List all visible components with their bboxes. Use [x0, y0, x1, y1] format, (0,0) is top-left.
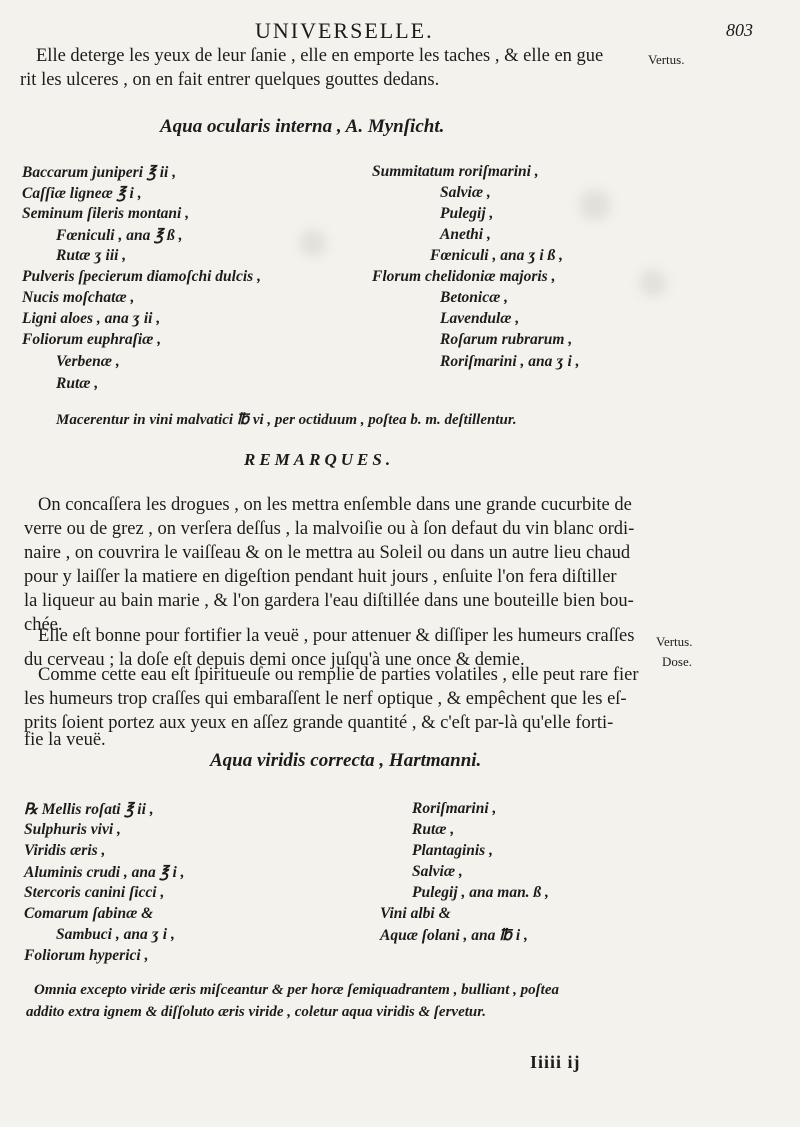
ingredient-right: Fœniculi , ana ʒ i ß ,: [430, 247, 564, 264]
ingredient-left: Rutæ ,: [56, 375, 99, 392]
ingredient-right: Rutæ ,: [412, 821, 455, 838]
ingredient-left: Caſſiæ ligneæ ℥ i ,: [22, 185, 142, 202]
ingredient-left: Comarum ſabinæ &: [24, 905, 154, 922]
ingredient-left: Foliorum euphraſiæ ,: [22, 331, 162, 348]
paragraph-line: verre ou de grez , on verſera deſſus , la malvoiſie ou à ſon defaut du vin blanc ordi-: [24, 519, 635, 539]
recipe-instruction: addito extra ignem & diſſoluto æris viride , coletur aqua viridis & ſervetur.: [26, 1004, 486, 1020]
recipe-instruction: Omnia excepto viride æris miſceantur & per horæ ſemiquadrantem , bulliant , poſtea: [34, 982, 559, 998]
ingredient-right: Pulegij , ana man. ß ,: [412, 884, 549, 901]
paragraph-line: les humeurs trop craſſes qui embaraſſent le nerf optique , & empêchent que les eſ-: [24, 689, 627, 709]
ingredient-left: Baccarum juniperi ℥ ii ,: [22, 164, 177, 181]
paragraph-line: fie la veuë.: [24, 730, 106, 750]
ingredient-right: Pulegij ,: [440, 205, 494, 222]
page-number: 803: [726, 20, 753, 40]
ingredient-right: Florum chelidoniæ majoris ,: [372, 268, 556, 285]
paragraph-line: prits ſoient portez aux yeux en aſſez grande quantité , & c'eſt par-là qu'elle forti-: [24, 713, 614, 733]
ingredient-right: Plantaginis ,: [412, 842, 493, 859]
ingredient-left: Rutæ ʒ iii ,: [56, 247, 127, 264]
ingredient-left: Fœniculi , ana ℥ ß ,: [56, 227, 183, 244]
intro-line: Elle deterge les yeux de leur ſanie , elle en emporte les taches , & elle en gue: [36, 46, 604, 66]
ingredient-left: Pulveris ſpecierum diamoſchi dulcis ,: [22, 268, 261, 285]
running-header: UNIVERSELLE.: [255, 18, 434, 43]
ingredient-right: Betonicæ ,: [440, 289, 509, 306]
paragraph-line: du cerveau ; la doſe eſt depuis demi once juſqu'à une once & demie.: [24, 650, 525, 670]
ink-smudge: [640, 270, 666, 296]
ingredient-left: Aluminis crudi , ana ℥ i ,: [24, 864, 185, 881]
ingredient-right: Roriſmarini , ana ʒ i ,: [440, 353, 580, 370]
margin-note-dose: Dose.: [662, 654, 692, 669]
paragraph-line: Elle eſt bonne pour fortifier la veuë , pour attenuer & diſſiper les humeurs craſſes: [38, 626, 635, 646]
ingredient-right: Salviæ ,: [412, 863, 463, 880]
margin-note-vertus-top: Vertus.: [648, 52, 685, 67]
paragraph-line: Comme cette eau eſt ſpiritueuſe ou remplie de parties volatiles , elle peut rare fier: [38, 665, 639, 685]
ingredient-left: Foliorum hyperici ,: [24, 947, 149, 964]
ingredient-right: Roriſmarini ,: [412, 800, 497, 817]
ingredient-right: Lavendulæ ,: [440, 310, 520, 327]
ingredient-left: Viridis æris ,: [24, 842, 106, 859]
paragraph-line: chée.: [24, 615, 63, 635]
paragraph-line: la liqueur au bain marie , & l'on gardera l'eau diſtillée dans une bouteille bien bou-: [24, 591, 634, 611]
ingredient-left: Seminum ſileris montani ,: [22, 205, 190, 222]
ingredient-right: Roſarum rubrarum ,: [440, 331, 573, 348]
ink-smudge: [300, 230, 326, 256]
ingredient-left: Ligni aloes , ana ʒ ii ,: [22, 310, 161, 327]
ingredient-left: Sambuci , ana ʒ i ,: [56, 926, 175, 943]
recipe-title: Aqua viridis correcta , Hartmanni.: [210, 750, 482, 771]
recipe-title: Aqua ocularis interna , A. Mynſicht.: [160, 116, 445, 137]
ink-smudge: [580, 190, 610, 220]
ingredient-right: Aquæ ſolani , ana ℔ i ,: [380, 927, 528, 944]
paragraph-line: naire , on couvrira le vaiſſeau & on le mettra au Soleil ou dans un autre lieu chaud: [24, 543, 631, 563]
signature-mark: Iiiii ij: [530, 1052, 581, 1072]
ingredient-left: Stercoris canini ſicci ,: [24, 884, 165, 901]
ingredient-right: Salviæ ,: [440, 184, 491, 201]
ingredient-left: Sulphuris vivi ,: [24, 821, 121, 838]
paragraph-line: On concaſſera les drogues , on les mettra enſemble dans une grande cucurbite de: [38, 495, 632, 515]
recipe-instruction: Macerentur in vini malvatici ℔ vi , per octiduum , poſtea b. m. deſtillentur.: [56, 412, 517, 428]
section-heading: REMARQUES.: [244, 450, 395, 469]
ingredient-left: ℞ Mellis roſati ℥ ii ,: [24, 801, 154, 818]
ingredient-left: Nucis moſchatæ ,: [22, 289, 135, 306]
paragraph-line: pour y laiſſer la matiere en digeſtion pendant huit jours , enſuite l'on fera diſtiller: [24, 567, 617, 587]
ingredient-right: Vini albi &: [380, 905, 451, 922]
ingredient-right: Summitatum roriſmarini ,: [372, 163, 539, 180]
ingredient-left: Verbenæ ,: [56, 353, 120, 370]
margin-note-vertus-mid: Vertus.: [656, 634, 693, 649]
ingredient-right: Anethi ,: [440, 226, 491, 243]
intro-line: rit les ulceres , on en fait entrer quelques gouttes dedans.: [20, 70, 440, 90]
